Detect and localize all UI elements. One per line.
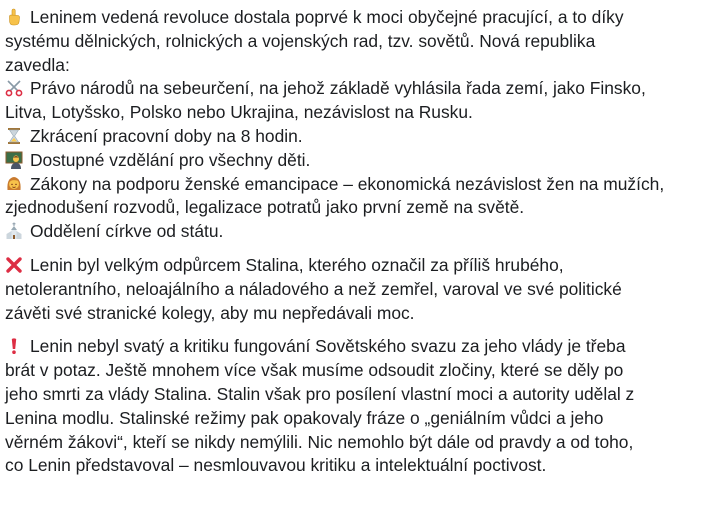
list-item [5,220,703,244]
text-line [5,254,703,278]
pointing-up-hand-icon [5,8,23,26]
stalin-paragraph [5,254,703,325]
criticism-paragraph [5,335,703,478]
item-self-determination-line-2: Litva, Lotyšsko, Polsko nebo Ukrajina, nezávislost na Rusku. [5,102,473,123]
item-church-state: Oddělení církve od státu. [30,221,224,242]
criticism-line-6: co Lenin představoval – nesmlouvavou kritiku a intelektuální poctivost. [5,455,547,476]
item-self-determination-line-1: Právo národů na sebeurčení, na jehož základě vyhlásila řada zemí, jako Finsko, [30,78,646,99]
list-item [5,125,703,149]
list-item [5,77,703,101]
intro-line-3: zavedla: [5,54,70,75]
list-item [5,149,703,173]
woman-icon [5,175,23,193]
item-emancipation-line-2: zjednodušení rozvodů, legalizace potratů jako první země na světě. [5,197,525,218]
stalin-line-3: závěti své stranické kolegy, aby mu nepředávali moc. [5,302,415,323]
cross-mark-icon [5,256,23,274]
text-line [5,6,703,30]
paragraph-gap [5,244,703,254]
scissors-icon [5,79,23,97]
text-line [5,335,703,359]
bullet-list [5,77,703,244]
intro-line-2: systému dělnických, rolnických a vojenských rad, tzv. sovětů. Nová republika [5,30,596,51]
list-item [5,173,703,197]
criticism-line-2: brát v potaz. Ještě mnohem více však musíme odsoudit zločiny, které se děly po [5,360,624,381]
stalin-line-2: netolerantního, neloajálního a náladového a než zemřel, varoval ve své politické [5,278,622,299]
intro-paragraph [5,6,703,77]
teacher-icon [5,151,23,169]
hourglass-icon [5,127,23,145]
intro-line-1: Leninem vedená revoluce dostala poprvé k moci obyčejné pracující, a to díky [30,7,624,27]
exclamation-mark-icon [5,337,23,355]
criticism-line-5: věrném žákovi“, kteří se nikdy nemýlili. Nic nemohlo být dále od pravdy a od toho, [5,431,634,452]
criticism-line-4: Lenina modlu. Stalinské režimy pak opakovaly fráze o „geniálním vůdci a jeho [5,407,604,428]
item-working-hours: Zkrácení pracovní doby na 8 hodin. [30,125,303,146]
church-icon [5,222,23,240]
criticism-line-1: Lenin nebyl svatý a kritiku fungování Sovětského svazu za jeho vlády je třeba [30,336,626,357]
stalin-line-1: Lenin byl velkým odpůrcem Stalina, kterého označil za příliš hrubého, [30,254,564,275]
paragraph-gap [5,325,703,335]
item-emancipation-line-1: Zákony na podporu ženské emancipace – ekonomická nezávislost žen na mužích, [30,173,665,194]
item-education: Dostupné vzdělání pro všechny děti. [30,149,311,170]
criticism-line-3: jeho smrti za vlády Stalina. Stalin však pro posílení vlastní moci a autority udělal z [5,383,635,404]
